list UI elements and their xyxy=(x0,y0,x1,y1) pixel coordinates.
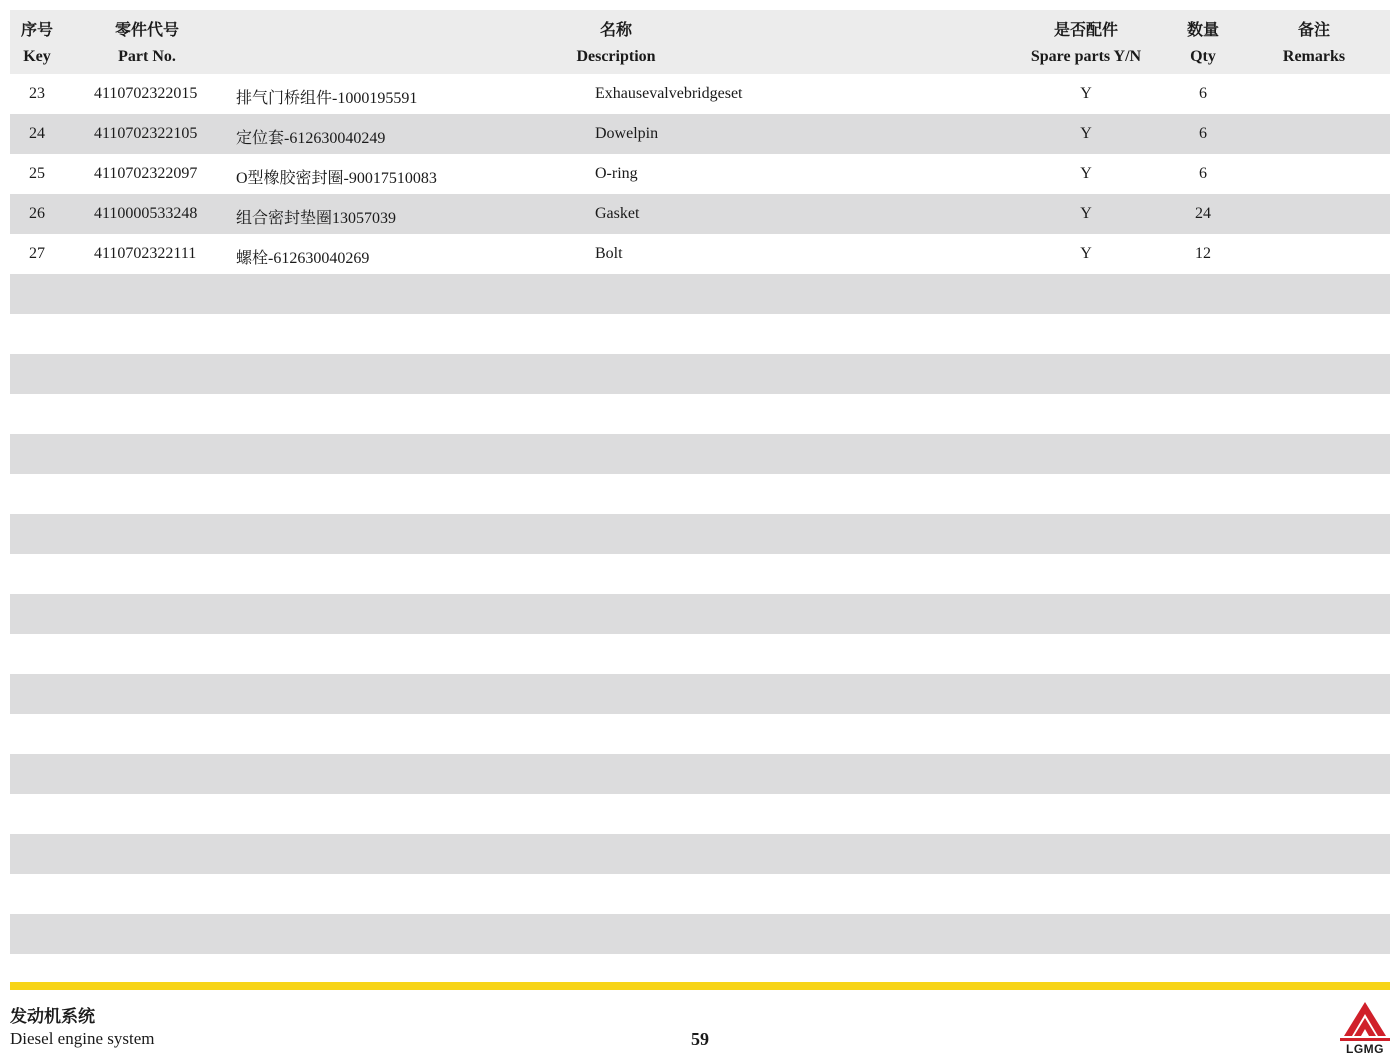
row-part-no: 4110702322015 xyxy=(94,85,198,102)
row-key: 24 xyxy=(29,125,45,142)
header-remarks-en: Remarks xyxy=(1282,48,1346,65)
empty-row xyxy=(10,714,1390,754)
table-header xyxy=(10,10,1390,74)
empty-row xyxy=(10,554,1390,594)
empty-row xyxy=(10,914,1390,954)
footer-accent-bar xyxy=(10,982,1390,990)
row-key: 27 xyxy=(29,245,45,262)
header-desc-en: Description xyxy=(576,48,656,65)
header-desc-zh: 名称 xyxy=(599,22,632,39)
empty-row xyxy=(10,274,1390,314)
empty-row xyxy=(10,794,1390,834)
row-qty: 6 xyxy=(1199,85,1207,102)
row-qty: 24 xyxy=(1195,205,1211,222)
empty-row xyxy=(10,874,1390,914)
row-description: Dowelpin xyxy=(595,125,659,142)
table-row xyxy=(10,114,1390,154)
row-key: 25 xyxy=(29,165,45,182)
row-spare: Y xyxy=(1080,245,1092,262)
header-spare-en: Spare parts Y/N xyxy=(1030,48,1142,65)
header-part-en: Part No. xyxy=(118,48,176,65)
empty-row xyxy=(10,674,1390,714)
empty-row xyxy=(10,834,1390,874)
table-row xyxy=(10,234,1390,274)
row-key: 23 xyxy=(29,85,45,102)
row-spare: Y xyxy=(1080,85,1092,102)
row-part-no: 4110702322111 xyxy=(94,245,197,262)
row-part-no: 4110702322097 xyxy=(94,165,198,182)
empty-row xyxy=(10,594,1390,634)
row-part-no: 4110702322105 xyxy=(94,125,198,142)
row-spare: Y xyxy=(1080,205,1092,222)
section-title-zh: 发动机系统 xyxy=(10,1007,95,1026)
empty-row xyxy=(10,434,1390,474)
row-name-zh: 螺栓-612630040269 xyxy=(236,250,370,267)
header-part-zh: 零件代号 xyxy=(114,22,179,39)
header-remarks-zh: 备注 xyxy=(1297,22,1330,39)
row-description: Exhausevalvebridgeset xyxy=(595,85,743,102)
table-row xyxy=(10,194,1390,234)
row-qty: 6 xyxy=(1199,125,1207,142)
table-row xyxy=(10,74,1390,114)
row-name-zh: O型橡胶密封圈-90017510083 xyxy=(236,170,437,187)
parts-table xyxy=(10,10,1390,954)
header-spare-zh: 是否配件 xyxy=(1053,22,1118,39)
empty-row xyxy=(10,634,1390,674)
lgmg-logo xyxy=(1338,998,1392,1054)
page-number: 59 xyxy=(691,1029,709,1049)
row-description: Bolt xyxy=(595,245,623,262)
header-qty-zh: 数量 xyxy=(1186,22,1219,39)
section-title-en: Diesel engine system xyxy=(10,1029,155,1048)
row-spare: Y xyxy=(1080,165,1092,182)
empty-row xyxy=(10,754,1390,794)
row-spare: Y xyxy=(1080,125,1092,142)
empty-row xyxy=(10,514,1390,554)
table-row xyxy=(10,154,1390,194)
row-name-zh: 组合密封垫圈13057039 xyxy=(236,210,397,227)
row-part-no: 4110000533248 xyxy=(94,205,198,222)
header-key-zh: 序号 xyxy=(20,22,53,39)
logo-text: LGMG xyxy=(1346,1042,1384,1054)
row-description: Gasket xyxy=(595,205,640,222)
empty-row xyxy=(10,354,1390,394)
header-key-en: Key xyxy=(23,48,51,65)
row-qty: 12 xyxy=(1195,245,1211,262)
row-key: 26 xyxy=(29,205,45,222)
header-qty-en: Qty xyxy=(1190,48,1216,65)
row-description: O-ring xyxy=(595,165,638,182)
empty-row xyxy=(10,314,1390,354)
row-name-zh: 排气门桥组件-1000195591 xyxy=(236,90,418,107)
empty-row xyxy=(10,394,1390,434)
row-qty: 6 xyxy=(1199,165,1207,182)
row-name-zh: 定位套-612630040249 xyxy=(236,130,386,147)
empty-row xyxy=(10,474,1390,514)
